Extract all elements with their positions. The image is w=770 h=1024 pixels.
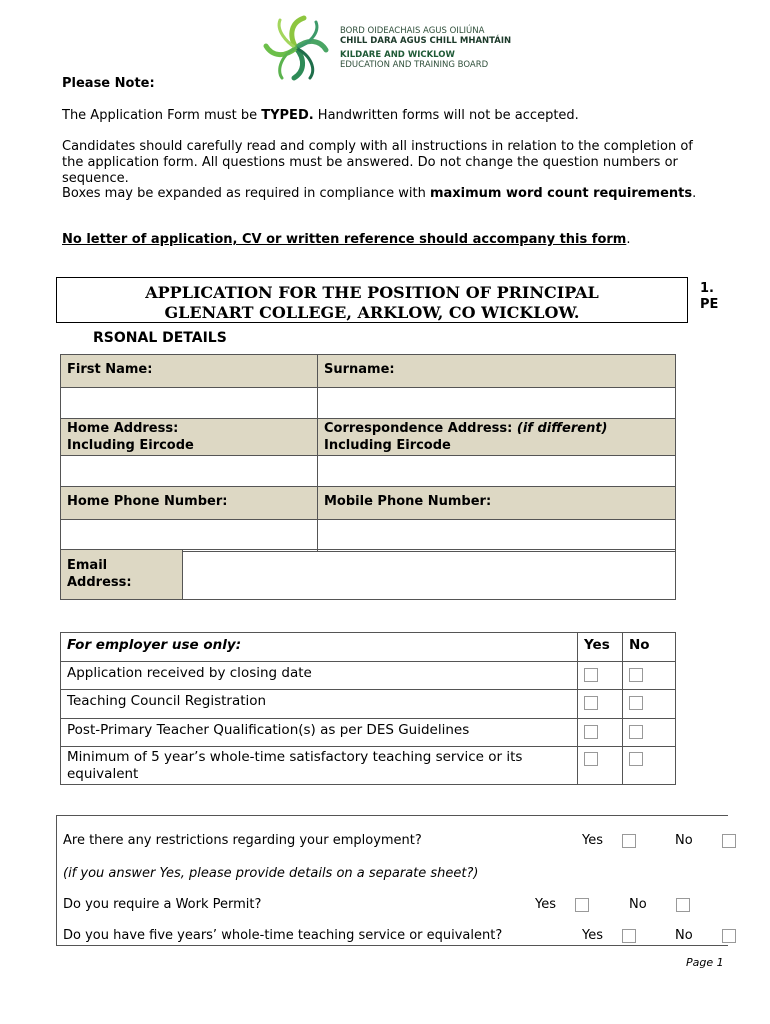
logo-line-4: EDUCATION AND TRAINING BOARD (340, 60, 489, 70)
section-heading: RSONAL DETAILS (93, 330, 227, 346)
table-row (61, 747, 676, 785)
employer-row-label: Teaching Council Registration (61, 690, 578, 719)
email-table (60, 549, 676, 600)
work-permit-no-label: No (629, 897, 647, 912)
table-row (61, 719, 676, 747)
five-years-no-label: No (675, 928, 693, 943)
question-work-permit: Do you require a Work Permit? (63, 897, 262, 912)
five-years-yes-label: Yes (582, 928, 603, 943)
employer-no-header: No (623, 633, 676, 662)
employer-yes-checkbox[interactable] (584, 668, 598, 682)
page-number: Page 1 (686, 956, 724, 969)
email-label: Email Address: (61, 550, 183, 600)
work-permit-yes-label: Yes (535, 897, 556, 912)
etb-swirl-icon (258, 14, 334, 84)
employer-row-label: Minimum of 5 year’s whole-time satisfactory teaching service or its equivalent (61, 747, 578, 785)
mobile-phone-field[interactable] (318, 520, 676, 552)
work-permit-no-checkbox[interactable] (676, 898, 690, 912)
table-row (61, 690, 676, 719)
work-permit-yes-checkbox[interactable] (575, 898, 589, 912)
home-phone-label: Home Phone Number: (61, 487, 318, 520)
logo-line-2: CHILL DARA AGUS CHILL MHANTÁIN (340, 36, 512, 46)
employer-header: For employer use only: (61, 633, 578, 662)
table-row (61, 662, 676, 690)
restrictions-yes-checkbox[interactable] (622, 834, 636, 848)
employment-questions (56, 815, 728, 946)
note-title: Please Note: (62, 76, 155, 91)
etb-logo (258, 14, 512, 84)
employer-no-checkbox[interactable] (629, 752, 643, 766)
surname-field[interactable] (318, 388, 676, 419)
logo-line-1: BORD OIDEACHAIS AGUS OILIÚNA (340, 26, 485, 36)
employer-yes-checkbox[interactable] (584, 725, 598, 739)
note-no-letter: No letter of application, CV or written reference should accompany this form. (62, 232, 631, 247)
mobile-phone-label: Mobile Phone Number: (318, 487, 676, 520)
employer-no-checkbox[interactable] (629, 668, 643, 682)
employer-yes-header: Yes (578, 633, 623, 662)
employer-no-checkbox[interactable] (629, 725, 643, 739)
form-title (56, 277, 688, 323)
personal-details-table (60, 354, 676, 552)
employer-row-label: Application received by closing date (61, 662, 578, 690)
email-field[interactable] (183, 550, 676, 600)
logo-line-3: KILDARE AND WICKLOW (340, 50, 455, 60)
first-name-label: First Name: (61, 355, 318, 388)
note-boxes: Boxes may be expanded as required in compliance with maximum word count requirements. (62, 186, 697, 201)
correspondence-address-field[interactable] (318, 456, 676, 487)
note-typed: The Application Form must be TYPED. Handwritten forms will not be accepted. (62, 108, 579, 123)
home-phone-field[interactable] (61, 520, 318, 552)
restrictions-yes-label: Yes (582, 833, 603, 848)
employer-row-label: Post-Primary Teacher Qualification(s) as per DES Guidelines (61, 719, 578, 747)
correspondence-address-label: Correspondence Address: (if different) Including Eircode (318, 419, 676, 456)
employer-yes-checkbox[interactable] (584, 752, 598, 766)
form-title-line-2: GLENART COLLEGE, ARKLOW, CO WICKLOW. (164, 303, 580, 322)
note-instructions: Candidates should carefully read and comply with all instructions in relation to the completion of the application form. All questions must be answered. Do not change the question numbers or sequence. (62, 139, 693, 186)
home-address-label: Home Address: Including Eircode (61, 419, 318, 456)
employer-use-table (60, 632, 676, 785)
five-years-yes-checkbox[interactable] (622, 929, 636, 943)
home-address-field[interactable] (61, 456, 318, 487)
five-years-no-checkbox[interactable] (722, 929, 736, 943)
restrictions-note: (if you answer Yes, please provide details on a separate sheet?) (63, 866, 479, 881)
first-name-field[interactable] (61, 388, 318, 419)
question-restrictions: Are there any restrictions regarding your employment? (63, 833, 422, 848)
question-five-years: Do you have five years’ whole-time teaching service or equivalent? (63, 928, 503, 943)
employer-yes-checkbox[interactable] (584, 696, 598, 710)
employer-no-checkbox[interactable] (629, 696, 643, 710)
restrictions-no-label: No (675, 833, 693, 848)
section-number: 1. PE (700, 281, 719, 312)
restrictions-no-checkbox[interactable] (722, 834, 736, 848)
form-title-line-1: APPLICATION FOR THE POSITION OF PRINCIPAL (145, 283, 599, 302)
surname-label: Surname: (318, 355, 676, 388)
